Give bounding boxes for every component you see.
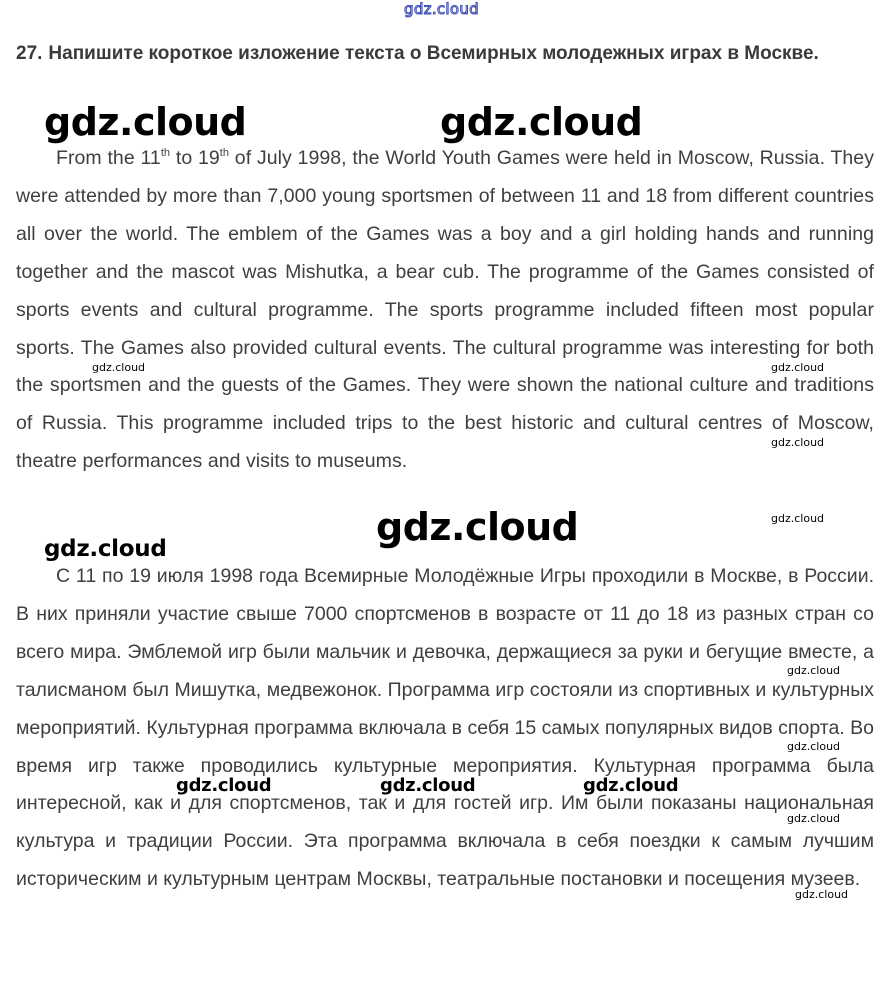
watermark-small: gdz.cloud	[771, 361, 825, 374]
english-paragraph	[16, 140, 874, 481]
watermark-small: gdz.cloud	[771, 512, 825, 525]
english-body: of July 1998, the World Youth Games were held in Moscow, Russia. They were attended by more than 7,000 young sportsmen of between 11 and 18 from different countries all over the world. The emblem of the Games was a boy and a girl holding hands and running together and the mascot was Mishutka, a bear cub. The programme of the Games consisted of sports events and cultural programme. The sports programme included fifteen most popular sports. The Games also provided cultural events. The cultural programme was interesting for both the sportsmen and the guests of the Games. They were shown the national culture and traditions of Russia. This programme included trips to the best historic and cultural centres of Moscow, theatre performances and visits to museums.	[16, 147, 874, 473]
watermark-large-left: gdz.cloud	[44, 536, 167, 562]
russian-paragraph: С 11 по 19 июля 1998 года Всемирные Молодёжные Игры проходили в Москве, в России. В них приняли участие свыше 7000 спортсменов в возрасте от 11 до 18 из разных стран со всего мира. Эмблемой игр были мальчик и девочка, держащиеся за руки и бегущие вместе, а талисманом был Мишутка, медвежонок. Программа игр состояли из спортивных и культурных мероприятий. Культурная программа включала в себя 15 самых популярных видов спорта. Во время игр также проводились культурные мероприятия. Культурная программа была интересной, как и для спортсменов, так и для гостей игр. Им были показаны национальная культура и традиции России. Эта программа включала в себя поездки к самым лучшим историческим и культурным центрам Москвы, театральные постановки и посещения музеев.	[16, 565, 874, 891]
watermark-big-right: gdz.cloud	[440, 100, 643, 144]
ordinal-suffix-1: th	[160, 147, 171, 159]
watermark-small: gdz.cloud	[92, 361, 146, 374]
english-intro-2: to 19	[170, 147, 220, 169]
task-heading	[16, 34, 874, 74]
watermark-small: gdz.cloud	[787, 812, 841, 825]
watermark-small: gdz.cloud	[787, 740, 841, 753]
watermark-small: gdz.cloud	[795, 888, 849, 901]
task-title: Напишите короткое изложение текста о Всемирных молодежных играх в Москве.	[48, 43, 819, 64]
watermark-small: gdz.cloud	[771, 436, 825, 449]
watermark-medium: gdz.cloud	[380, 775, 476, 796]
watermark-big-middle: gdz.cloud	[376, 505, 579, 549]
watermark-medium: gdz.cloud	[176, 775, 272, 796]
watermark-small: gdz.cloud	[787, 664, 841, 677]
watermark-medium: gdz.cloud	[583, 775, 679, 796]
ordinal-suffix-2: th	[219, 147, 230, 159]
task-number: 27.	[16, 43, 43, 64]
watermark-big-left: gdz.cloud	[44, 100, 247, 144]
english-intro-1: From the 11	[56, 147, 161, 169]
watermark-top-link[interactable]: gdz.cloud	[404, 0, 480, 18]
